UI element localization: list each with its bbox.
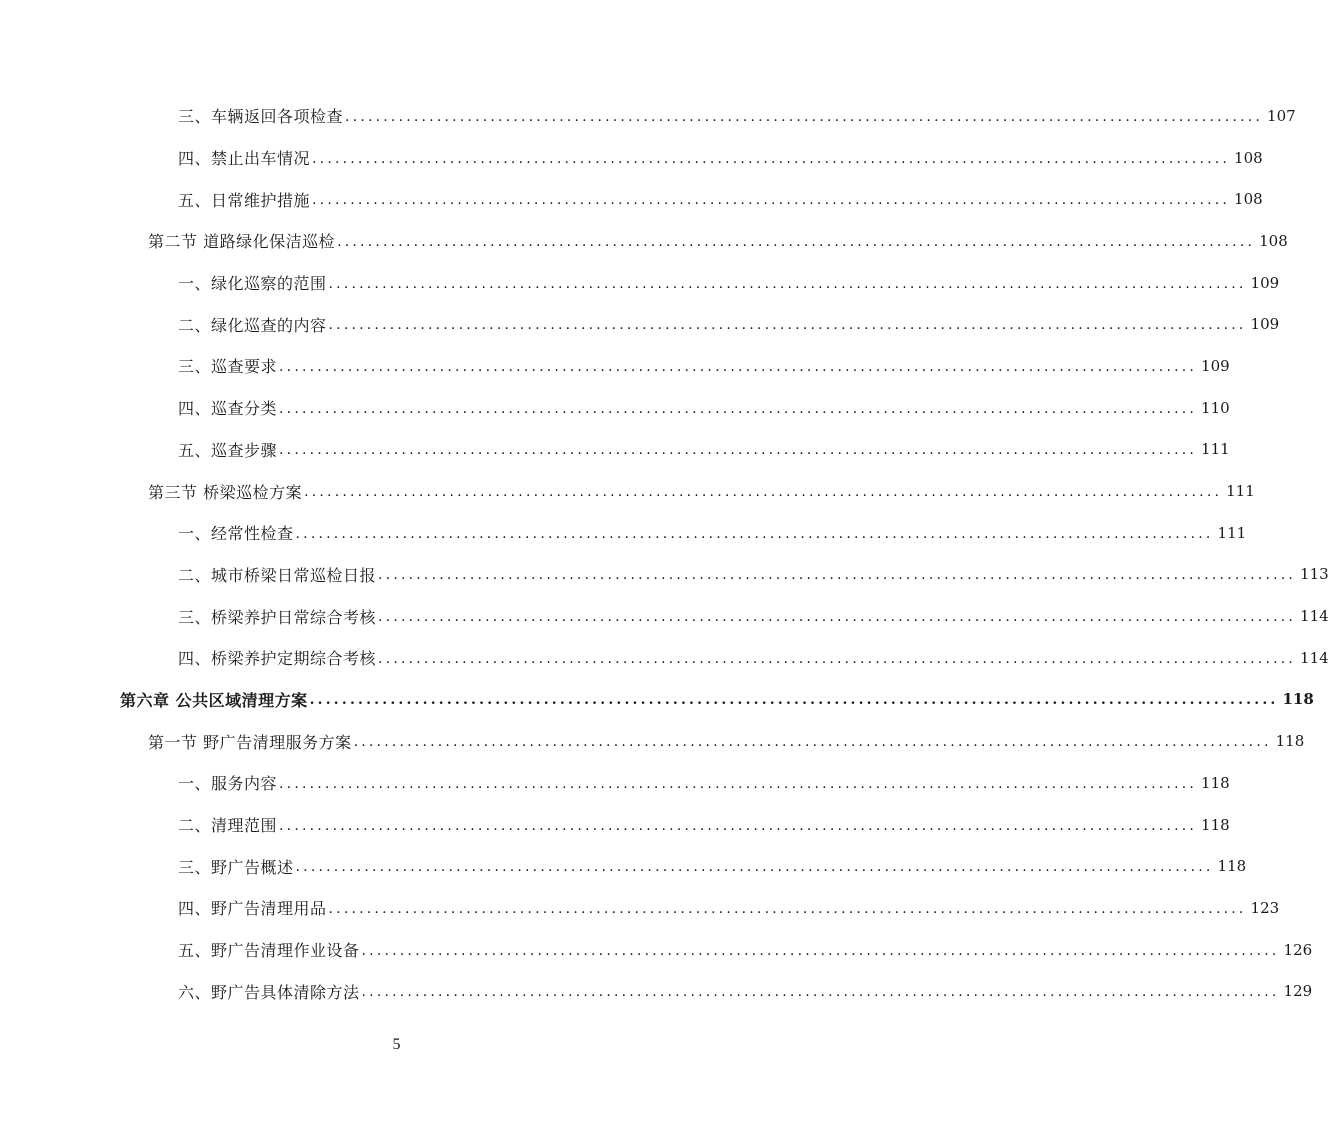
toc-leader-dots: ........................................................................................................................ [312, 150, 1231, 167]
toc-entry-title: 二、清理范围 [178, 816, 278, 836]
toc-leader-dots: ........................................................................................................................ [279, 775, 1198, 792]
toc-entry-title: 四、桥梁养护定期综合考核 [178, 649, 377, 669]
toc-entry-section[interactable] [0, 720, 1305, 762]
toc-leader-dots: ........................................................................................................................ [279, 358, 1198, 375]
toc-leader-dots: ........................................................................................................................ [378, 567, 1297, 584]
toc-leader-dots: ........................................................................................................................ [295, 525, 1214, 542]
toc-entry[interactable] [0, 303, 1280, 345]
page-number: 5 [392, 1036, 401, 1053]
toc-entry-page: 109 [1201, 356, 1230, 375]
toc-entry-page: 107 [1267, 106, 1296, 125]
toc-entry[interactable] [0, 429, 1230, 471]
toc-entry-page: 118 [1282, 690, 1314, 709]
toc-leader-dots: ........................................................................................................................ [304, 484, 1223, 501]
toc-entry-title: 第六章 公共区域清理方案 [120, 690, 308, 710]
toc-entry-title: 一、经常性检查 [178, 524, 294, 544]
toc-entry-title: 四、禁止出车情况 [178, 149, 311, 169]
toc-entry-section[interactable] [0, 220, 1288, 262]
toc-leader-dots: ........................................................................................................................ [361, 984, 1280, 1001]
toc-entry-title: 四、巡查分类 [178, 399, 278, 419]
toc-leader-dots: ........................................................................................................................ [353, 734, 1272, 751]
toc-entry[interactable] [0, 970, 1313, 1012]
toc-entry-page: 108 [1259, 231, 1288, 250]
toc-entry[interactable] [0, 137, 1263, 179]
toc-entry[interactable] [0, 762, 1230, 804]
toc-entry[interactable] [0, 804, 1230, 846]
toc-entry-page: 114 [1300, 607, 1329, 626]
toc-entry-page: 110 [1201, 398, 1230, 417]
toc-entry[interactable] [0, 512, 1247, 554]
toc-entry-page: 111 [1217, 523, 1247, 542]
toc-entry-title: 五、巡查步骤 [178, 440, 278, 460]
toc-entry[interactable] [0, 887, 1280, 929]
toc-entry-title: 三、车辆返回各项检查 [178, 107, 344, 127]
toc-entry-title: 六、野广告具体清除方法 [178, 982, 360, 1002]
toc-entry[interactable] [0, 595, 1329, 637]
toc-leader-dots: ........................................................................................................................ [345, 108, 1264, 125]
toc-entry[interactable] [0, 845, 1247, 887]
toc-leader-dots: ........................................................................................................................ [378, 609, 1297, 626]
toc-leader-dots: ........................................................................................................................ [309, 692, 1279, 709]
toc-entry-title: 五、野广告清理作业设备 [178, 941, 360, 961]
toc-entry-page: 108 [1234, 190, 1263, 209]
toc-leader-dots: ........................................................................................................................ [295, 859, 1214, 876]
toc-entry-page: 118 [1201, 773, 1230, 792]
toc-entry-page: 118 [1201, 815, 1230, 834]
toc-entry[interactable] [0, 637, 1329, 679]
toc-entry-page: 126 [1283, 940, 1313, 959]
toc-entry[interactable] [0, 387, 1230, 429]
toc-entry[interactable] [0, 554, 1329, 596]
toc-entry[interactable] [0, 95, 1296, 137]
toc-entry-title: 一、绿化巡察的范围 [178, 274, 327, 294]
toc-leader-dots: ........................................................................................................................ [279, 817, 1198, 834]
toc-leader-dots: ........................................................................................................................ [312, 192, 1231, 209]
toc-entry-title: 三、巡查要求 [178, 357, 278, 377]
toc-entry-page: 114 [1300, 648, 1329, 667]
toc-leader-dots: ........................................................................................................................ [337, 233, 1256, 250]
toc-leader-dots: ........................................................................................................................ [279, 400, 1198, 417]
toc-entry-page: 118 [1275, 732, 1305, 751]
toc-entry-page: 109 [1250, 273, 1280, 292]
toc-leader-dots: ........................................................................................................................ [328, 900, 1247, 917]
toc-leader-dots: ........................................................................................................................ [361, 942, 1280, 959]
toc-entry-page: 109 [1250, 315, 1280, 334]
toc-entry-page: 111 [1226, 482, 1255, 501]
toc-entry[interactable] [0, 345, 1230, 387]
toc-entry-title: 三、野广告概述 [178, 857, 294, 877]
toc-entry-page: 123 [1250, 898, 1280, 917]
toc-leader-dots: ........................................................................................................................ [279, 442, 1198, 459]
toc-entry-title: 二、绿化巡查的内容 [178, 315, 327, 335]
toc-entry-section[interactable] [0, 470, 1255, 512]
table-of-contents [0, 95, 1329, 1012]
toc-entry-title: 一、服务内容 [178, 774, 278, 794]
toc-entry-page: 108 [1234, 148, 1263, 167]
toc-entry-title: 第三节 桥梁巡检方案 [148, 482, 303, 502]
toc-entry-page: 129 [1283, 982, 1313, 1001]
toc-entry-chapter[interactable] [0, 679, 1314, 721]
toc-entry[interactable] [0, 178, 1263, 220]
toc-entry-title: 三、桥梁养护日常综合考核 [178, 607, 377, 627]
toc-entry-page: 111 [1201, 440, 1230, 459]
toc-entry-title: 第二节 道路绿化保洁巡检 [148, 232, 336, 252]
toc-leader-dots: ........................................................................................................................ [378, 650, 1297, 667]
toc-entry-title: 二、城市桥梁日常巡检日报 [178, 565, 377, 585]
toc-entry[interactable] [0, 262, 1280, 304]
toc-entry-page: 113 [1300, 565, 1329, 584]
toc-entry-title: 五、日常维护措施 [178, 190, 311, 210]
toc-entry-page: 118 [1217, 857, 1247, 876]
toc-entry-title: 第一节 野广告清理服务方案 [148, 732, 352, 752]
toc-entry-title: 四、野广告清理用品 [178, 899, 327, 919]
toc-entry[interactable] [0, 929, 1313, 971]
toc-leader-dots: ........................................................................................................................ [328, 317, 1247, 334]
toc-leader-dots: ........................................................................................................................ [328, 275, 1247, 292]
